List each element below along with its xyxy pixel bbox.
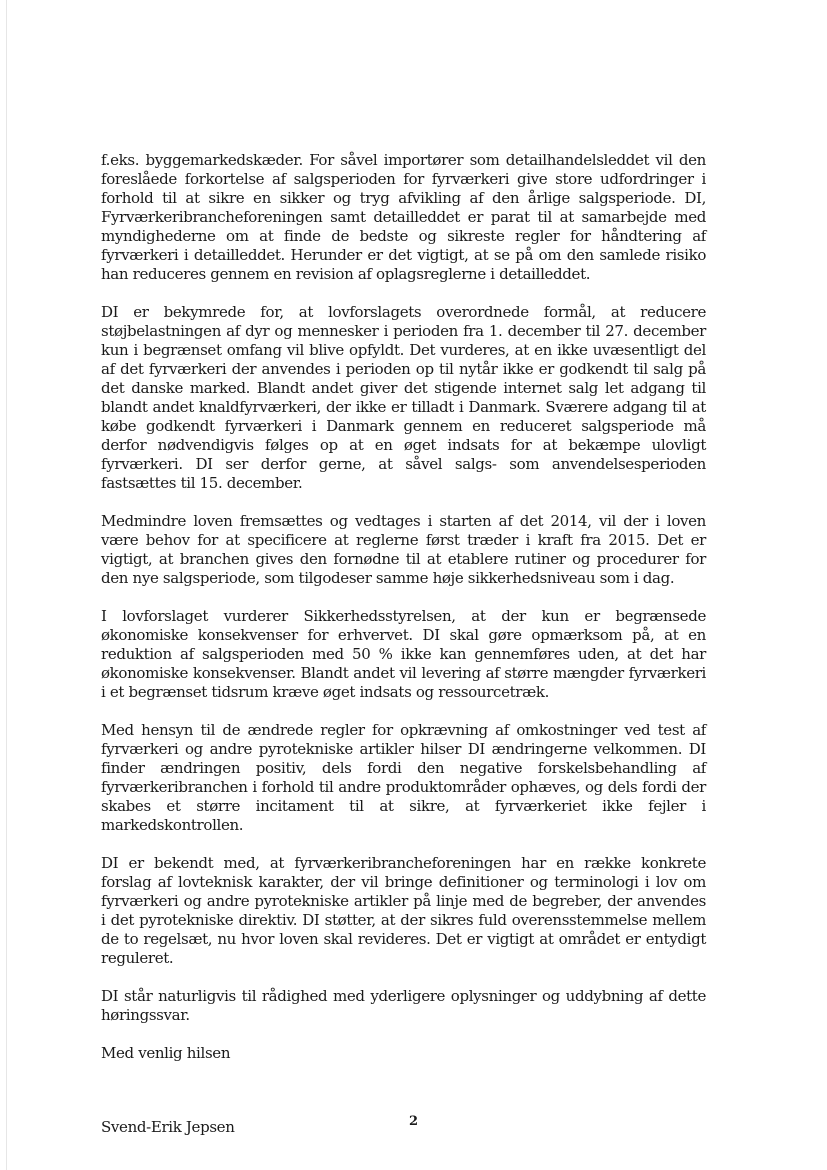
page-number: 2 [408,1114,419,1129]
paragraph-4: I lovforslaget vurderer Sikkerhedsstyrelsen, at der kun er begrænsede økonomiske konsekvenser for erhvervet. DI skal gøre opmærksom på, at en reduktion af salgsperioden med 50 % ikke kan gennemføres uden, at det har økonomiske konsekvenser. Blandt andet vil levering af større mængder fyrværkeri i et begrænset tidsrum kræve øget indsats og ressourcetræk. [101,607,706,701]
signature-space [101,1082,706,1118]
signer-name: Svend-Erik Jepsen [101,1118,235,1136]
paragraph-7: DI står naturligvis til rådighed med yderligere oplysninger og uddybning af dette høringssvar. [101,987,706,1024]
letter-body [101,151,706,1156]
closing-salutation: Med venlig hilsen [101,1044,231,1062]
paragraph-6: DI er bekendt med, at fyrværkeribrancheforeningen har en række konkrete forslag af lovteknisk karakter, der vil bringe definitioner og terminologi i lov om fyrværkeri og andre pyrotekniske artikler på linje med de begreber, der anvendes i det pyrotekniske direktiv. DI støtter, at der sikres fuld overensstemmelse mellem de to regelsæt, nu hvor loven skal revideres. Det er vigtigt at området er entydigt reguleret. [101,854,706,967]
paragraph-3: Medmindre loven fremsættes og vedtages i starten af det 2014, vil der i loven være behov for at specificere at reglerne først træder i kraft fra 2015. Det er vigtigt, at branchen gives den fornødne til at etablere rutiner og procedurer for den nye salgsperiode, som tilgodeser samme høje sikkerhedsniveau som i dag. [101,512,706,587]
paragraph-5: Med hensyn til de ændrede regler for opkrævning af omkostninger ved test af fyrværkeri og andre pyrotekniske artikler hilser DI ændringerne velkommen. DI finder ændringen positiv, dels fordi den negative forskelsbehandling af fyrværkeribranchen i forhold til andre produktområder ophæves, og dels fordi der skabes et større incitament til at sikre, at fyrværkeriet ikke fejler i markedskontrollen. [101,721,706,834]
scan-edge-line [6,0,7,1170]
paragraph-2: DI er bekymrede for, at lovforslagets overordnede formål, at reducere støjbelastningen af dyr og mennesker i perioden fra 1. december til 27. december kun i begrænset omfang vil blive opfyldt. Det vurderes, at en ikke uvæsentligt del af det fyrværkeri der anvendes i perioden op til nytår ikke er godkendt til salg på det danske marked. Blandt andet giver det stigende internet salg let adgang til blandt andet knaldfyrværkeri, der ikke er tilladt i Danmark. Sværere adgang til at købe godkendt fyrværkeri i Danmark gennem en reduceret salgsperiode må derfor nødvendigvis følges op at en øget indsats for at bekæmpe ulovligt fyrværkeri. DI ser derfor gerne, at såvel salgs- som anvendelsesperioden fastsættes til 15. december. [101,303,706,492]
paragraph-1: f.eks. byggemarkedskæder. For såvel importører som detailhandelsleddet vil den foreslåede forkortelse af salgsperioden for fyrværkeri give store udfordringer i forhold til at sikre en sikker og tryg afvikling af den årlige salgsperiode. DI, Fyrværkeribrancheforeningen samt detailleddet er parat til at samarbejde med myndighederne om at finde de bedste og sikreste regler for håndtering af fyrværkeri i detailleddet. Herunder er det vigtigt, at se på om den samlede risiko han reduceres gennem en revision af oplagsreglerne i detailleddet. [101,151,706,283]
